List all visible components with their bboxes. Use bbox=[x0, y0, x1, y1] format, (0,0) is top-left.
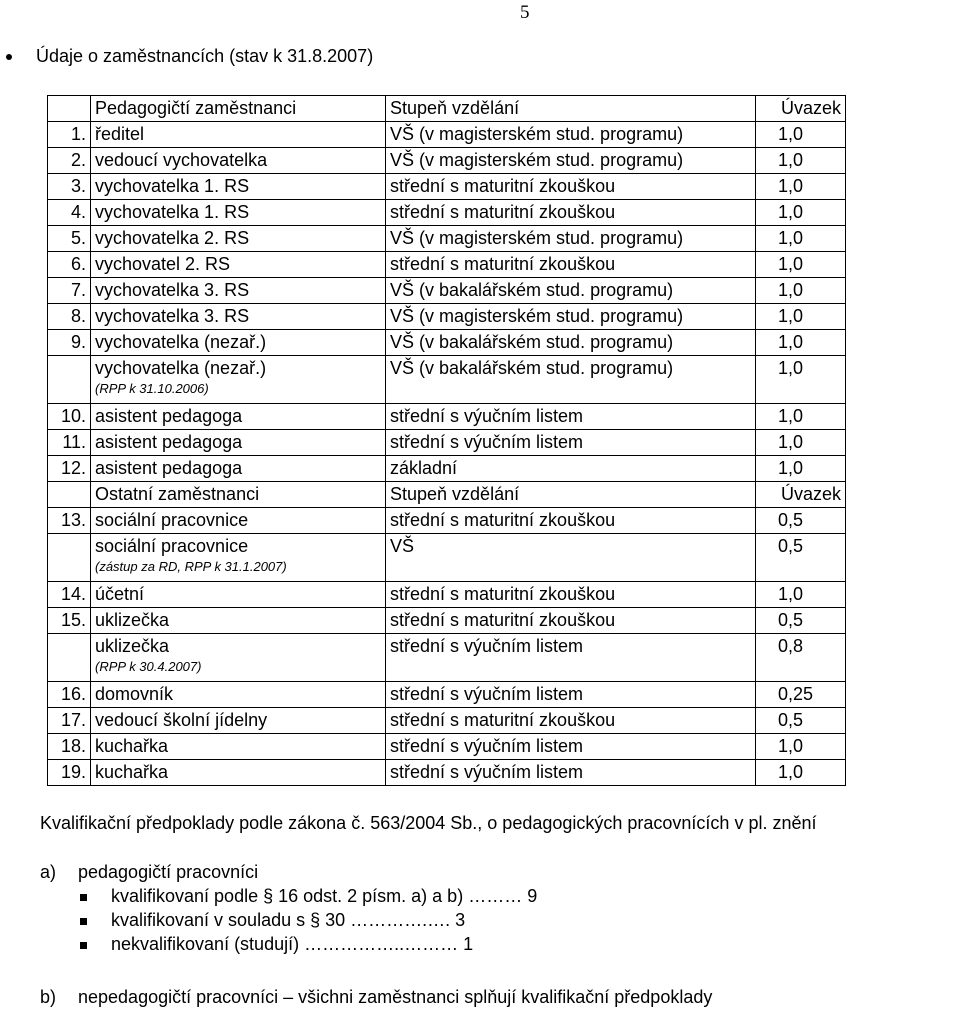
table-row bbox=[48, 304, 846, 330]
table-row bbox=[48, 404, 846, 430]
role-note: (RPP k 30.4.2007) bbox=[95, 659, 202, 674]
table-header-row bbox=[48, 96, 846, 122]
education-cell: VŠ (v magisterském stud. programu) bbox=[386, 226, 756, 252]
square-bullet-icon bbox=[80, 918, 87, 925]
list-item: kvalifikovaní podle § 16 odst. 2 písm. a) a b) ……… 9 bbox=[80, 884, 537, 908]
education-cell: střední s výučním listem bbox=[386, 734, 756, 760]
education-cell: VŠ bbox=[386, 534, 756, 582]
number-cell: 8. bbox=[48, 304, 91, 330]
table-row bbox=[48, 760, 846, 786]
number-cell: 2. bbox=[48, 148, 91, 174]
role-cell: asistent pedagoga bbox=[91, 430, 386, 456]
education-cell: VŠ (v bakalářském stud. programu) bbox=[386, 278, 756, 304]
load-cell: 1,0 bbox=[756, 356, 846, 404]
table-header-row bbox=[48, 482, 846, 508]
role-cell: sociální pracovnice (zástup za RD, RPP k 31.1.2007) bbox=[91, 534, 386, 582]
role-note: (RPP k 31.10.2006) bbox=[95, 381, 209, 396]
education-cell: VŠ (v bakalářském stud. programu) bbox=[386, 356, 756, 404]
role-cell: vychovatelka 1. RS bbox=[91, 174, 386, 200]
table-row bbox=[48, 226, 846, 252]
number-cell: 13. bbox=[48, 508, 91, 534]
header-load-cell: Úvazek bbox=[756, 96, 846, 122]
header-load-cell: Úvazek bbox=[756, 482, 846, 508]
role-cell: asistent pedagoga bbox=[91, 456, 386, 482]
role-cell: vedoucí vychovatelka bbox=[91, 148, 386, 174]
role-cell: uklizečka bbox=[91, 608, 386, 634]
table-row bbox=[48, 456, 846, 482]
role-cell: kuchařka bbox=[91, 734, 386, 760]
qualification-title: Kvalifikační předpoklady podle zákona č. 563/2004 Sb., o pedagogických pracovnících v pl. znění bbox=[40, 813, 817, 833]
role-cell: účetní bbox=[91, 582, 386, 608]
load-cell: 0,5 bbox=[756, 508, 846, 534]
number-cell bbox=[48, 534, 91, 582]
role-cell: vychovatelka 2. RS bbox=[91, 226, 386, 252]
role-cell: asistent pedagoga bbox=[91, 404, 386, 430]
table-row bbox=[48, 582, 846, 608]
role-cell: vychovatelka (nezař.) bbox=[91, 330, 386, 356]
number-cell: 11. bbox=[48, 430, 91, 456]
role-cell: uklizečka (RPP k 30.4.2007) bbox=[91, 634, 386, 682]
page-number: 5 bbox=[520, 2, 530, 23]
education-cell: střední s maturitní zkouškou bbox=[386, 174, 756, 200]
number-cell: 5. bbox=[48, 226, 91, 252]
section-heading bbox=[6, 44, 373, 68]
section-a bbox=[40, 860, 537, 956]
education-cell: střední s maturitní zkouškou bbox=[386, 200, 756, 226]
table-row bbox=[48, 174, 846, 200]
education-cell: základní bbox=[386, 456, 756, 482]
education-cell: střední s maturitní zkouškou bbox=[386, 708, 756, 734]
table-row bbox=[48, 682, 846, 708]
role-cell: domovník bbox=[91, 682, 386, 708]
number-cell: 7. bbox=[48, 278, 91, 304]
list-item: nekvalifikovaní (studují) ……………..……… 1 bbox=[80, 932, 537, 956]
table-row bbox=[48, 252, 846, 278]
table-row bbox=[48, 148, 846, 174]
number-cell bbox=[48, 634, 91, 682]
load-cell: 1,0 bbox=[756, 200, 846, 226]
load-cell: 1,0 bbox=[756, 760, 846, 786]
table-row bbox=[48, 608, 846, 634]
number-cell: 4. bbox=[48, 200, 91, 226]
load-cell: 0,5 bbox=[756, 534, 846, 582]
header-number-cell bbox=[48, 96, 91, 122]
role-cell: vychovatelka 3. RS bbox=[91, 278, 386, 304]
education-cell: střední s výučním listem bbox=[386, 430, 756, 456]
number-cell bbox=[48, 356, 91, 404]
role-cell: ředitel bbox=[91, 122, 386, 148]
role-cell: sociální pracovnice bbox=[91, 508, 386, 534]
number-cell: 10. bbox=[48, 404, 91, 430]
header-number-cell bbox=[48, 482, 91, 508]
section-b bbox=[40, 985, 712, 1009]
load-cell: 1,0 bbox=[756, 582, 846, 608]
number-cell: 17. bbox=[48, 708, 91, 734]
load-cell: 0,5 bbox=[756, 708, 846, 734]
education-cell: VŠ (v magisterském stud. programu) bbox=[386, 122, 756, 148]
table-row bbox=[48, 356, 846, 404]
load-cell: 1,0 bbox=[756, 456, 846, 482]
number-cell: 12. bbox=[48, 456, 91, 482]
number-cell: 16. bbox=[48, 682, 91, 708]
role-cell: vychovatel 2. RS bbox=[91, 252, 386, 278]
square-bullet-icon bbox=[80, 942, 87, 949]
role-cell: vychovatelka (nezař.) (RPP k 31.10.2006) bbox=[91, 356, 386, 404]
number-cell: 19. bbox=[48, 760, 91, 786]
role-cell: kuchařka bbox=[91, 760, 386, 786]
load-cell: 1,0 bbox=[756, 278, 846, 304]
load-cell: 0,5 bbox=[756, 608, 846, 634]
role-cell: vedoucí školní jídelny bbox=[91, 708, 386, 734]
load-cell: 1,0 bbox=[756, 226, 846, 252]
role-note: (zástup za RD, RPP k 31.1.2007) bbox=[95, 559, 287, 574]
role-cell: vychovatelka 3. RS bbox=[91, 304, 386, 330]
header-role-cell: Pedagogičtí zaměstnanci bbox=[91, 96, 386, 122]
load-cell: 0,25 bbox=[756, 682, 846, 708]
load-cell: 1,0 bbox=[756, 304, 846, 330]
header-education-cell: Stupeň vzdělání bbox=[386, 96, 756, 122]
section-a-title: pedagogičtí pracovníci bbox=[78, 862, 259, 882]
education-cell: střední s maturitní zkouškou bbox=[386, 252, 756, 278]
role-cell: vychovatelka 1. RS bbox=[91, 200, 386, 226]
table-row bbox=[48, 430, 846, 456]
table-row bbox=[48, 200, 846, 226]
load-cell: 0,8 bbox=[756, 634, 846, 682]
staff-table bbox=[47, 95, 846, 786]
section-b-text: nepedagogičtí pracovníci – všichni zaměstnanci splňují kvalifikační předpoklady bbox=[78, 987, 713, 1007]
number-cell: 15. bbox=[48, 608, 91, 634]
education-cell: VŠ (v magisterském stud. programu) bbox=[386, 304, 756, 330]
education-cell: střední s maturitní zkouškou bbox=[386, 582, 756, 608]
heading-text: Údaje o zaměstnancích (stav k 31.8.2007) bbox=[36, 46, 374, 66]
staff-table-body bbox=[48, 96, 846, 786]
number-cell: 18. bbox=[48, 734, 91, 760]
load-cell: 1,0 bbox=[756, 252, 846, 278]
table-row bbox=[48, 330, 846, 356]
education-cell: VŠ (v magisterském stud. programu) bbox=[386, 148, 756, 174]
number-cell: 3. bbox=[48, 174, 91, 200]
load-cell: 1,0 bbox=[756, 330, 846, 356]
table-row bbox=[48, 734, 846, 760]
education-cell: střední s výučním listem bbox=[386, 404, 756, 430]
education-cell: střední s maturitní zkouškou bbox=[386, 608, 756, 634]
number-cell: 6. bbox=[48, 252, 91, 278]
table-row bbox=[48, 708, 846, 734]
education-cell: střední s výučním listem bbox=[386, 634, 756, 682]
table-row bbox=[48, 508, 846, 534]
section-b-label: b) bbox=[40, 987, 57, 1007]
section-a-label: a) bbox=[40, 862, 57, 882]
table-row bbox=[48, 534, 846, 582]
education-cell: VŠ (v bakalářském stud. programu) bbox=[386, 330, 756, 356]
education-cell: střední s výučním listem bbox=[386, 682, 756, 708]
education-cell: střední s výučním listem bbox=[386, 760, 756, 786]
number-cell: 1. bbox=[48, 122, 91, 148]
header-education-cell: Stupeň vzdělání bbox=[386, 482, 756, 508]
table-row bbox=[48, 634, 846, 682]
load-cell: 1,0 bbox=[756, 734, 846, 760]
load-cell: 1,0 bbox=[756, 430, 846, 456]
list-item: kvalifikovaní v souladu s § 30 ………….…. 3 bbox=[80, 908, 537, 932]
load-cell: 1,0 bbox=[756, 174, 846, 200]
table-row bbox=[48, 122, 846, 148]
square-bullet-icon bbox=[80, 894, 87, 901]
load-cell: 1,0 bbox=[756, 148, 846, 174]
load-cell: 1,0 bbox=[756, 122, 846, 148]
number-cell: 14. bbox=[48, 582, 91, 608]
table-row bbox=[48, 278, 846, 304]
load-cell: 1,0 bbox=[756, 404, 846, 430]
number-cell: 9. bbox=[48, 330, 91, 356]
education-cell: střední s maturitní zkouškou bbox=[386, 508, 756, 534]
bullet-icon bbox=[6, 54, 12, 60]
header-role-cell: Ostatní zaměstnanci bbox=[91, 482, 386, 508]
